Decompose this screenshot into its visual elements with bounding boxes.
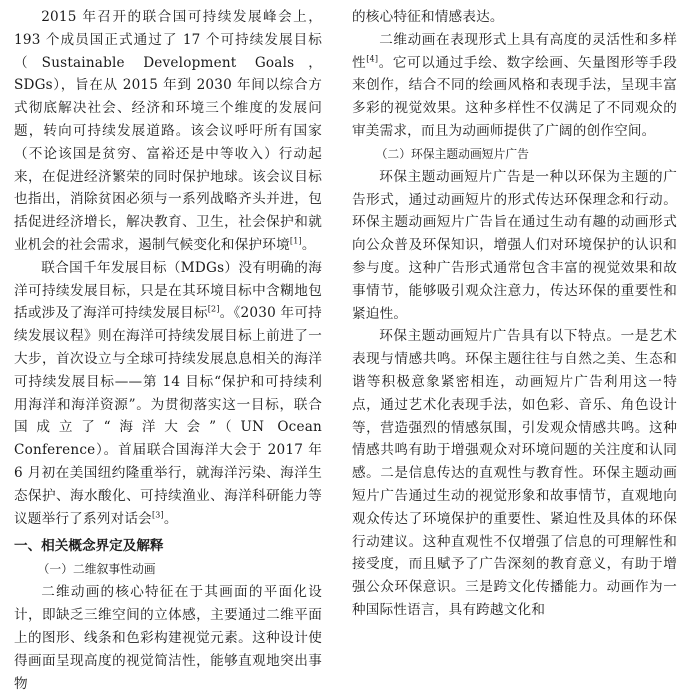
paragraph-flexibility: 二维动画在表现形式上具有高度的灵活性和多样性[4]。它可以通过手绘、数字绘画、矢量图形等手段来创作，结合不同的绘画风格和表现手法，呈现丰富多彩的视觉效果。这种多样性不仅满足了不同观众的审美需求，而且为动画师提供了广阔的创作空间。	[352, 31, 677, 139]
citation-ref: [1]	[289, 236, 302, 246]
citation-ref: [4]	[366, 54, 379, 64]
paragraph-eco-ad-features: 环保主题动画短片广告具有以下特点。一是艺术表现与情感共鸣。环保主题往往与自然之美、生态和谐等积极意象紧密相连，动画短片广告利用这一特点，通过艺术化表现手法，如色彩、音乐、角色设计等，营造强烈的情感氛围，引发观众情感共鸣。这种情感共鸣有助于增强观众对环境问题的关注度和认同感。二是信息传达的直观性与教育性。环保主题动画短片广告通过生动的视觉形象和故事情节，直观地向观众传达了环境保护的重要性、紧迫性及具体的环保行动建议。这种直观性不仅增强了信息的可理解性和接受度，而且赋予了广告深刻的教育意义，有助于增强公众环保意识。三是跨文化传播能力。动画作为一种国际性语言，具有跨越文化和	[352, 328, 677, 618]
right-column	[352, 6, 677, 622]
paragraph-mdgs: 联合国千年发展目标（MDGs）没有明确的海洋可持续发展目标，只是在其环境目标中含糊地包括或涉及了海洋可持续发展目标[2]。《2030 年可持续发展议程》则在海洋可持续发展目标上前进了一大步，首次设立与全球可持续发展息息相关的海洋可持续发展目标——第 14 目标“保护和可持续利用海洋和海洋资源”。为贯彻落实这一目标，联合国成立了“海洋大会”（UN Ocean Conference）。首届联合国海洋大会于 2017 年 6 月初在美国纽约隆重举行，就海洋污染、海洋生态保护、海水酸化、可持续渔业、海洋科研能力等议题举行了系列对话会[3]。	[14, 259, 322, 527]
citation-ref: [2]	[207, 304, 220, 314]
paragraph-continuation: 的核心特征和情感表达。	[352, 9, 504, 25]
paragraph-2d-animation: 二维动画的核心特征在于其画面的平面化设计，即缺乏三维空间的立体感，主要通过二维平面上的图形、线条和色彩构建视觉元素。这种设计使得画面呈现高度的视觉简洁性，能够直观地突出事物	[14, 584, 322, 692]
paragraph-eco-ad-definition: 环保主题动画短片广告是一种以环保为主题的广告形式，通过动画短片的形式传达环保理念和行动。环保主题动画短片广告旨在通过生动有趣的动画形式向公众普及环保知识，增强人们对环境保护的认识和参与度。这种广告形式通常包含丰富的视觉效果和故事情节，能够吸引观众注意力，传达环保的重要性和紧迫性。	[352, 168, 677, 322]
citation-ref: [3]	[151, 510, 164, 519]
subsection-heading: （二）环保主题动画短片广告	[375, 146, 529, 161]
subsection-heading: （一）二维叙事性动画	[37, 562, 156, 577]
paragraph-sdgs: 2015 年召开的联合国可持续发展峰会上，193 个成员国正式通过了 17 个可持续发展目标（Sustainable Development Goals，SDGs），旨在从 2015 年到 2030 年间以综合方式彻底解决社会、经济和环境三个维度的发展问题，转向可持续发展道路。该会议呼吁所有国家（不论该国是贫穷、富裕还是中等收入）行动起来，在促进经济繁荣的同时保护地球。该会议目标也指出，消除贫困必须与一系列战略齐头并进，包括促进经济增长，解决教育、卫生，社会保护和就业机会的社会需求，遏制气候变化和保护环境[1]。	[14, 9, 322, 253]
left-column	[14, 6, 322, 695]
section-heading: 一、相关概念界定及解释	[14, 538, 164, 555]
